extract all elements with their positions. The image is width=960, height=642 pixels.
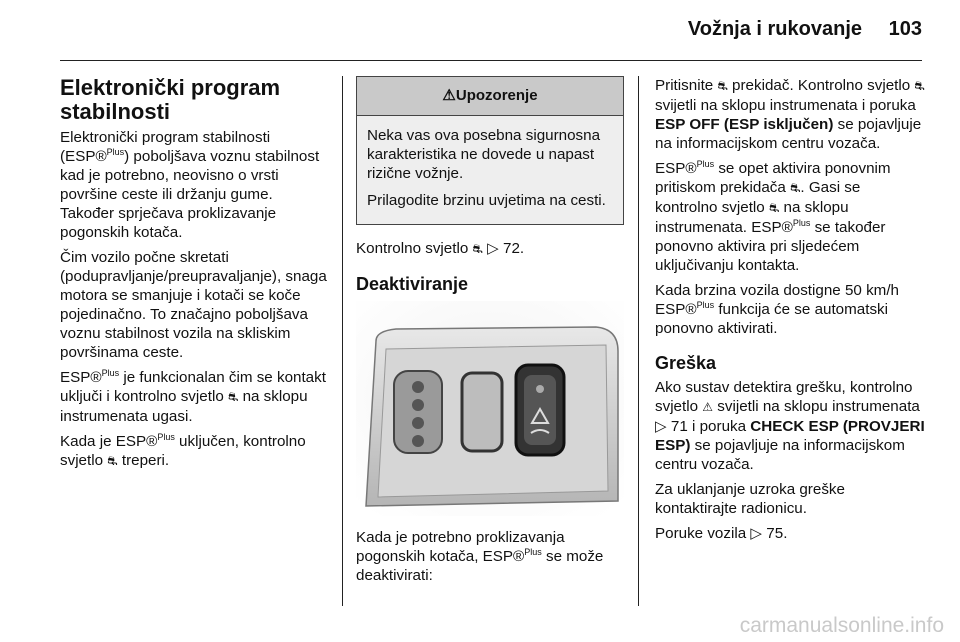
subheading-fault: Greška: [655, 353, 717, 373]
warning-triangle-icon: ⚠: [442, 87, 456, 104]
column-1: [60, 76, 330, 477]
page-reference-arrow-icon: ▷: [487, 240, 499, 257]
warning-box: [356, 76, 624, 225]
paragraph-skid: Čim vozilo počne skretati (podupravljanje/preupravaljanje), snaga motora se smanjuje i kotači se koče pojedinačno. To značajno poboljšava voznu stabilnost vozila na skliskim površinama ceste.: [60, 249, 327, 361]
esp-switch-illustration: [356, 301, 624, 516]
esp-skid-icon: ⛐: [227, 390, 239, 404]
column-divider-1: [342, 76, 343, 606]
control-light-reference: Kontrolno svjetlo ⛐ ▷ 72.: [356, 240, 525, 257]
paragraph-intro: Elektronički program stabilnosti (ESP®$^{Plus}$) poboljšava voznu stabilnost kad je potrebno, neovisno o vrsti površine ceste ili držanju gume. Također sprječava proklizavanje pogonskih kotača.: [60, 129, 320, 241]
paragraph-active: ESP®$^{Plus}$ je funkcionalan čim se kontakt uključi i kontrolno svjetlo ⛐ na sklopu instrumenata ugasi.: [60, 368, 326, 425]
paragraph-press-switch: Pritisnite ⛐ prekidač. Kontrolno svjetlo ⛐ svijetli na sklopu instrumenata i poruka ESP OFF (ESP isključen) se pojavljuje na informacijskom centru vozača.: [655, 77, 925, 152]
warning-text: Prilagodite brzinu uvjetima na cesti.: [367, 192, 606, 209]
paragraph-fault: Ako sustav detektira grešku, kontrolno svjetlo ⚠ svijetli na sklopu instrumenata ▷ 71 i poruka CHECK ESP (PROVJERI ESP) se pojavljuje na informacijskom centru vozača.: [655, 379, 925, 473]
watermark: carmanualsonline.info: [739, 614, 944, 637]
subheading-deactivation: Deaktiviranje: [356, 274, 469, 294]
column-divider-2: [638, 76, 639, 606]
warning-text: Neka vas ova posebna sigurnosna karakteristika ne dovede u napast rizične vožnje.: [367, 127, 601, 182]
esp-skid-icon: ⛐: [107, 454, 118, 468]
paragraph-workshop: Za uklanjanje uzroka greške kontaktirajte radionicu.: [655, 481, 845, 517]
esp-switch-photo: [356, 301, 624, 516]
paragraph-vehicle-messages: Poruke vozila ▷ 75.: [655, 525, 788, 542]
paragraph-reactivate: ESP®$^{Plus}$ se opet aktivira ponovnim pritiskom prekidača ⛐. Gasi se kontrolno svjetlo ⛐ na sklopu instrumenata. ESP®$^{Plus}$ se također ponovno aktivira pri sljedećem uključivanju kontakta.: [655, 159, 891, 274]
section-heading: Elektronički program stabilnosti: [60, 75, 281, 124]
page-reference-arrow-icon: ▷: [750, 525, 763, 542]
warning-body: [357, 116, 623, 224]
esp-skid-icon: ⛐: [768, 201, 780, 215]
esp-fault-icon: ⚠: [702, 400, 714, 414]
warning-header: ⚠Upozorenje: [357, 77, 623, 116]
esp-skid-icon: ⛐: [717, 79, 728, 93]
column-3: [655, 76, 927, 549]
deactivation-caption: Kada je potrebno proklizavanja pogonskih kotača, ESP®$^{Plus}$ se može deaktivirati:: [356, 529, 604, 584]
esp-skid-icon: ⛐: [472, 242, 483, 256]
page-reference-arrow-icon: ▷: [655, 418, 667, 435]
paragraph-speed: Kada brzina vozila dostigne 50 km/h ESP®$^{Plus}$ funkcija će se automatski ponovno aktivirati.: [655, 282, 899, 337]
page-number: 103: [888, 18, 922, 40]
header-rule: [60, 60, 922, 61]
column-2: [356, 76, 624, 591]
esp-skid-icon: ⛐: [790, 181, 801, 195]
paragraph-flashing: Kada je ESP®$^{Plus}$ uključen, kontrolno svjetlo ⛐ treperi.: [60, 432, 306, 469]
esp-skid-icon: ⛐: [914, 79, 925, 93]
running-header-title: Vožnja i rukovanje: [687, 18, 862, 40]
